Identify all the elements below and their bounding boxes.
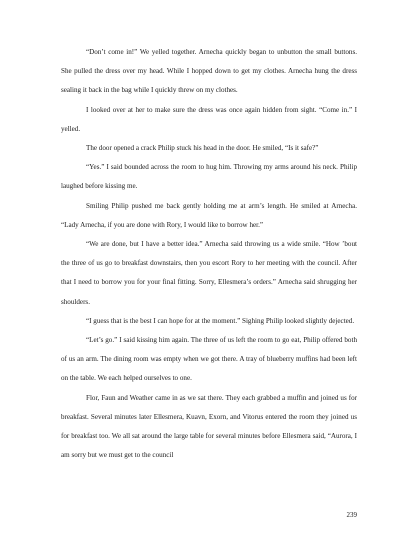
paragraph: “I guess that is the best I can hope for at the moment.” Sighing Philip looked slightly dejected. [86,316,355,325]
paragraph: “We are done, but I have a better idea.” Arnecha said throwing us a wide smile. “How ’bout the three of us go to breakfast downstairs, then you escort Rory to her meeting with the council. After that I need to borrow you for your final fitting. Sorry, Ellesmera’s orders.” Arnecha said shrugging her shoulders. [61,240,357,306]
paragraph: Smiling Philip pushed me back gently holding me at arm’s length. He smiled at Arnecha. “Lady Arnecha, if you are done with Rory, I would like to borrow her.” [61,201,357,229]
paragraph: “Don’t come in!” We yelled together. Arnecha quickly began to unbutton the small buttons. She pulled the dress over my head. While I hopped down to get my clothes. Arnecha hung the dress sealing it back in the bag while I quickly threw on my clothes. [61,48,357,95]
page-number: 239 [346,511,357,519]
paragraph: Flor, Faun and Weather came in as we sat there. They each grabbed a muffin and joined us for breakfast. Several minutes later Ellesmera, Kuavn, Exorn, and Vitorus entered the room they joined us for breakfast too. We all sat around the large table for several minutes before Ellesmera said, “Aurora, I am sorry but we must get to the council [61,393,357,460]
paragraph: The door opened a crack Philip stuck his head in the door. He smiled, “Is it safe?” [86,144,319,153]
paragraph: “Let’s go.” I said kissing him again. The three of us left the room to go eat, Philip offered both of us an arm. The dining room was empty when we got there. A tray of blueberry muffins had been left on the table. We each helped ourselves to one. [61,336,357,383]
paragraph: “Yes.” I said bounded across the room to hug him. Throwing my arms around his neck. Philip laughed before kissing me. [61,163,357,191]
paragraph: I looked over at her to make sure the dress was once again hidden from sight. “Come in.” I yelled. [61,105,357,133]
body-text [61,43,357,465]
